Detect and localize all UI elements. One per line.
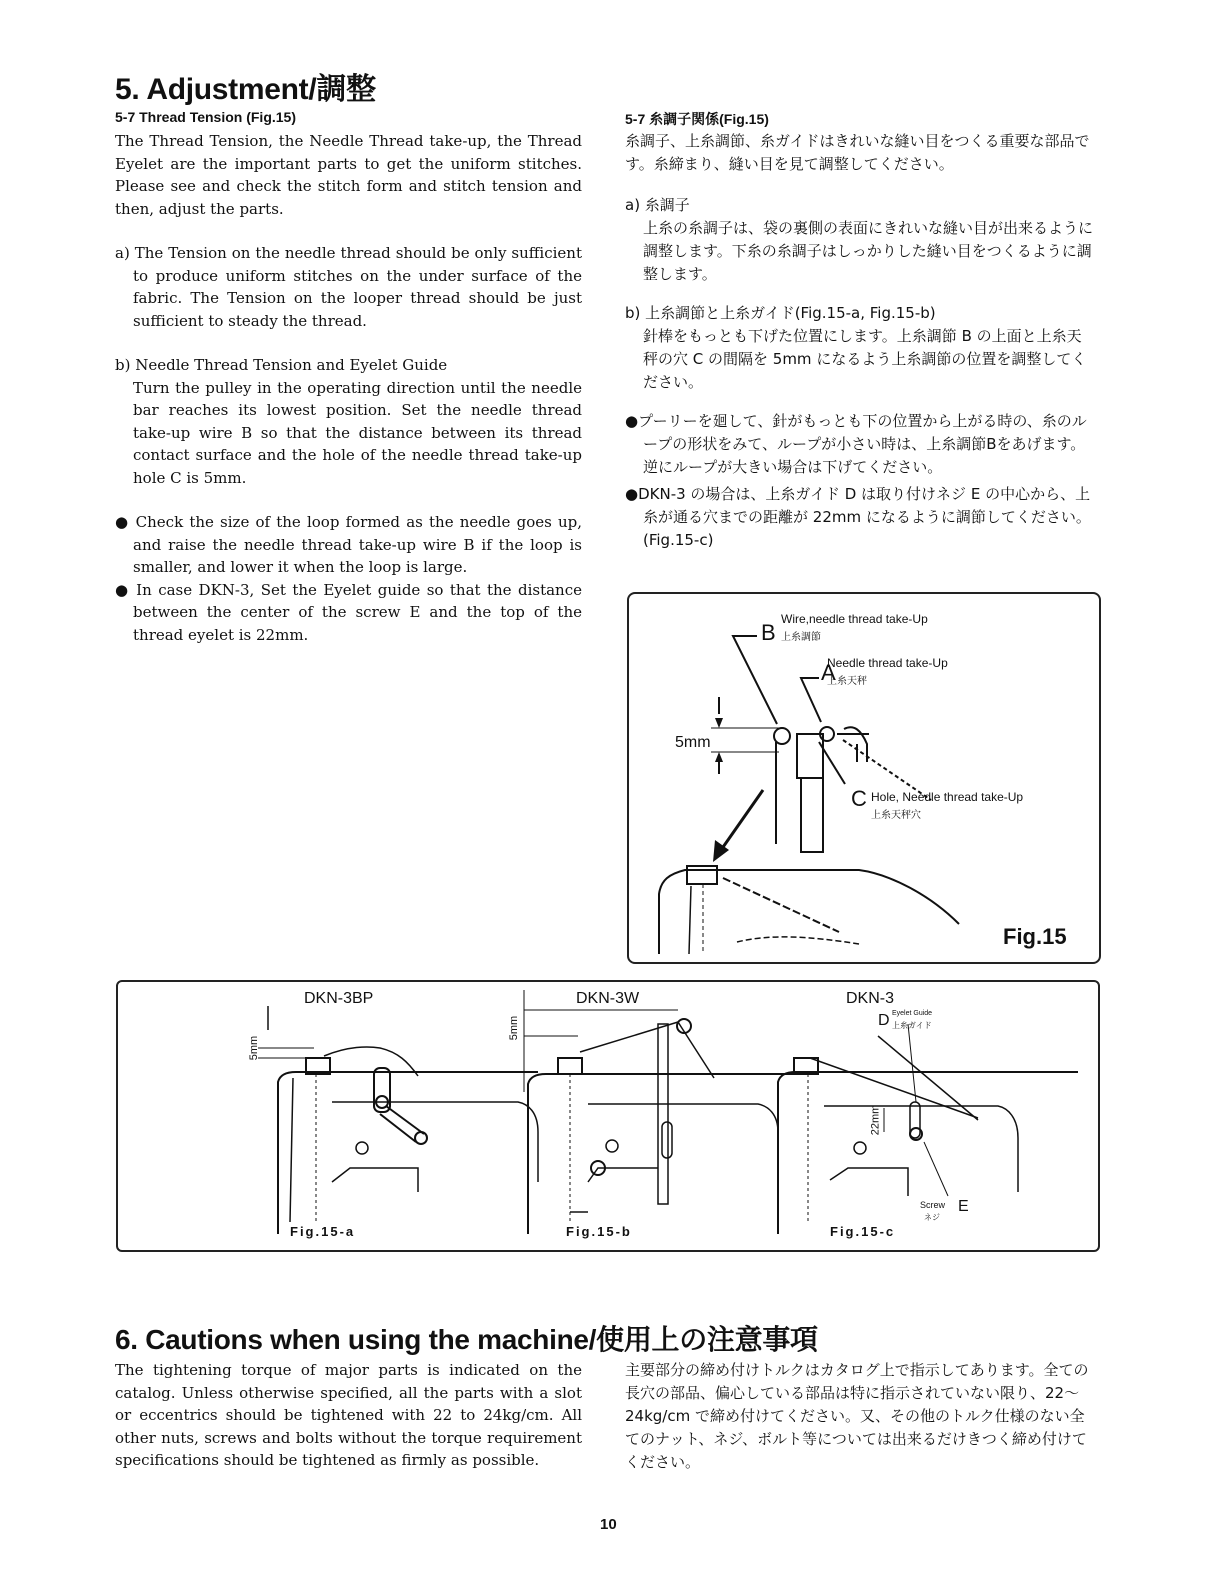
en-heading: 5-7 Thread Tension (Fig.15) — [115, 109, 296, 125]
model-c-dim: 22mm — [869, 1104, 882, 1136]
fig15-label-c-en: Hole, Needle thread take-Up — [871, 790, 1024, 804]
jp-item-b-body: 針棒をもっとも下げた位置にします。上糸調節 B の上面と上糸天秤の穴 C の間隔を 5mm になるよう上糸調節の位置を調整してください。 — [643, 327, 1087, 391]
fig15-label-a-jp: 上糸天秤 — [827, 676, 867, 687]
jp-item-a-title: a) 糸調子 — [625, 196, 690, 214]
jp-item-b-title: b) 上糸調節と上糸ガイド(Fig.15-a, Fig.15-b) — [625, 304, 936, 322]
section-6-title: 6. Cautions when using the machine/使用上の注意事項 — [115, 1324, 818, 1355]
jp-heading: 5-7 糸調子関係(Fig.15) — [625, 111, 769, 127]
en-intro: The Thread Tension, the Needle Thread take-up, the Thread Eyelet are the important parts to get the uniform stitches. Please see and check the stitch form and stitch tension and then, adjust the parts. — [115, 132, 582, 218]
fig15-label-b-en: Wire,needle thread take-Up — [781, 612, 928, 626]
fig15-label-b: B — [761, 620, 776, 645]
model-c-label-d-en: Eyelet Guide — [892, 1010, 933, 1017]
jp-item-a-body: 上糸の糸調子は、袋の裏側の表面にきれいな縫い目が出来るように調整します。下糸の糸調子はしっかりした縫い目をつくるように調整します。 — [643, 219, 1094, 283]
fig15-caption: Fig.15 — [1003, 924, 1067, 949]
fig15-label-c: C — [851, 786, 867, 811]
en-item-a: a) The Tension on the needle thread should be only sufficient to produce uniform stitches on the under surface of the fabric. The Tension on the looper thread should be just sufficient to steady the thread. — [115, 244, 582, 330]
figure-15-models — [116, 980, 1100, 1252]
model-c-caption: Fig.15-c — [830, 1224, 896, 1239]
model-b-caption: Fig.15-b — [566, 1224, 632, 1239]
model-b-dim: 5mm — [508, 1015, 521, 1041]
en-bullet-1: ● Check the size of the loop formed as the needle goes up, and raise the needle thread take-up wire B if the loop is smaller, and lower it when the loop is large. — [115, 513, 582, 576]
model-c-title: DKN-3 — [846, 990, 895, 1007]
fig15-label-c-jp: 上糸天秤穴 — [871, 810, 921, 821]
fig15-label-b-jp: 上糸調節 — [781, 632, 821, 643]
fig15-dim-5mm: 5mm — [675, 734, 711, 751]
figure-15-drawing — [629, 594, 1099, 962]
section-6-jp: 主要部分の締め付けトルクはカタログ上で指示してあります。全ての長穴の部品、偏心している部品は特に指示されていない限り、22〜24kg/cm で締め付けてください。又、その他のトルク仕様のない全てのナット、ネジ、ボルト等については出来るだけきつく締め付けてください。 — [625, 1361, 1089, 1471]
model-b-title: DKN-3W — [576, 990, 640, 1007]
model-c-label-d-jp: 上糸ガイド — [892, 1021, 932, 1030]
en-column — [115, 130, 582, 646]
model-a-dim: 5mm — [248, 1035, 261, 1061]
en-item-b-body: Turn the pulley in the operating direction until the needle bar reaches its lowest position. Set the needle thread take-up wire B so that the distance between its thread contact surface and the hole of the needle thread take-up hole C is 5mm. — [133, 378, 582, 487]
model-c-label-d: D — [878, 1012, 890, 1029]
page-number: 10 — [600, 1516, 617, 1533]
model-c-label-e-en: Screw — [920, 1200, 946, 1210]
model-a-caption: Fig.15-a — [290, 1224, 356, 1239]
jp-column — [625, 130, 1095, 552]
figure-15 — [627, 592, 1101, 964]
model-a-title: DKN-3BP — [304, 990, 374, 1007]
jp-intro: 糸調子、上糸調節、糸ガイドはきれいな縫い目をつくる重要な部品です。糸締まり、縫い目を見て調整してください。 — [625, 132, 1090, 173]
fig15-label-a-en: Needle thread take-Up — [827, 656, 948, 670]
section-5-title: 5. Adjustment/調整 — [115, 73, 376, 106]
jp-bullet-1: ●プーリーを廻して、針がもっとも下の位置から上がる時の、糸のループの形状をみて、ループが小さい時は、上糸調節Bをあげます。逆にループが大きい場合は下げてください。 — [625, 412, 1087, 476]
jp-bullet-2: ●DKN-3 の場合は、上糸ガイド D は取り付けネジ E の中心から、上糸が通る穴までの距離が 22mm になるように調節してください。(Fig.15-c) — [625, 485, 1091, 549]
model-c-label-e: E — [958, 1198, 969, 1215]
en-item-b-title: b) Needle Thread Tension and Eyelet Guide — [115, 356, 448, 374]
section-6-en: The tightening torque of major parts is indicated on the catalog. Unless otherwise specified, all the parts with a slot or eccentrics should be tightened with 22 to 24kg/cm. All other nuts, screws and bolts without the torque requirement specifications should be tightened as firmly as possible. — [115, 1361, 582, 1469]
fig15-label-a: A — [821, 660, 836, 685]
en-bullet-2: ● In case DKN-3, Set the Eyelet guide so that the distance between the center of the screw E and the top of the thread eyelet is 22mm. — [115, 580, 582, 644]
figure-15-models-drawing — [118, 982, 1098, 1250]
model-c-label-e-jp: ネジ — [924, 1213, 940, 1222]
